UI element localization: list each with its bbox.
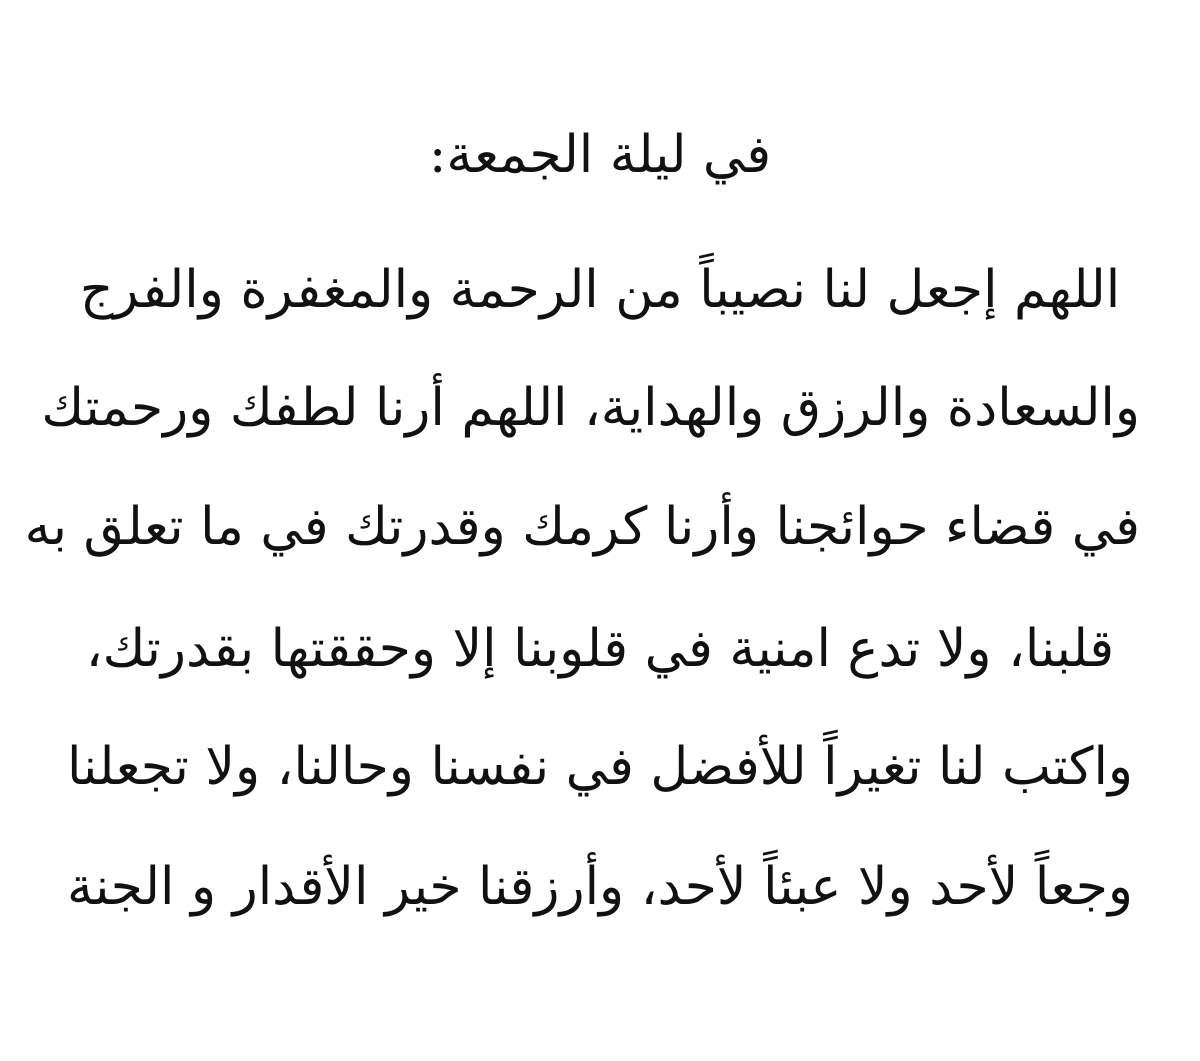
text-line-1: اللهم إجعل لنا نصيباً من الرحمة والمغفرة والفرج	[79, 260, 1121, 320]
text-line-6: وجعاً لأحد ولا عبئاً لأحد، وأرزقنا خير الأقدار و الجنة	[67, 857, 1133, 917]
document-title: في ليلة الجمعة:	[428, 125, 772, 185]
text-line-4: قلبنا، ولا تدع امنية في قلوبنا إلا وحققتها بقدرتك،	[85, 619, 1115, 679]
text-line-3: في قضاء حوائجنا وأرنا كرمك وقدرتك في ما تعلق به	[24, 497, 1140, 557]
text-line-2: والسعادة والرزق والهداية، اللهم أرنا لطفك ورحمتك	[41, 378, 1140, 438]
text-line-5: واكتب لنا تغيراً للأفضل في نفسنا وحالنا، ولا تجعلنا	[66, 737, 1134, 797]
